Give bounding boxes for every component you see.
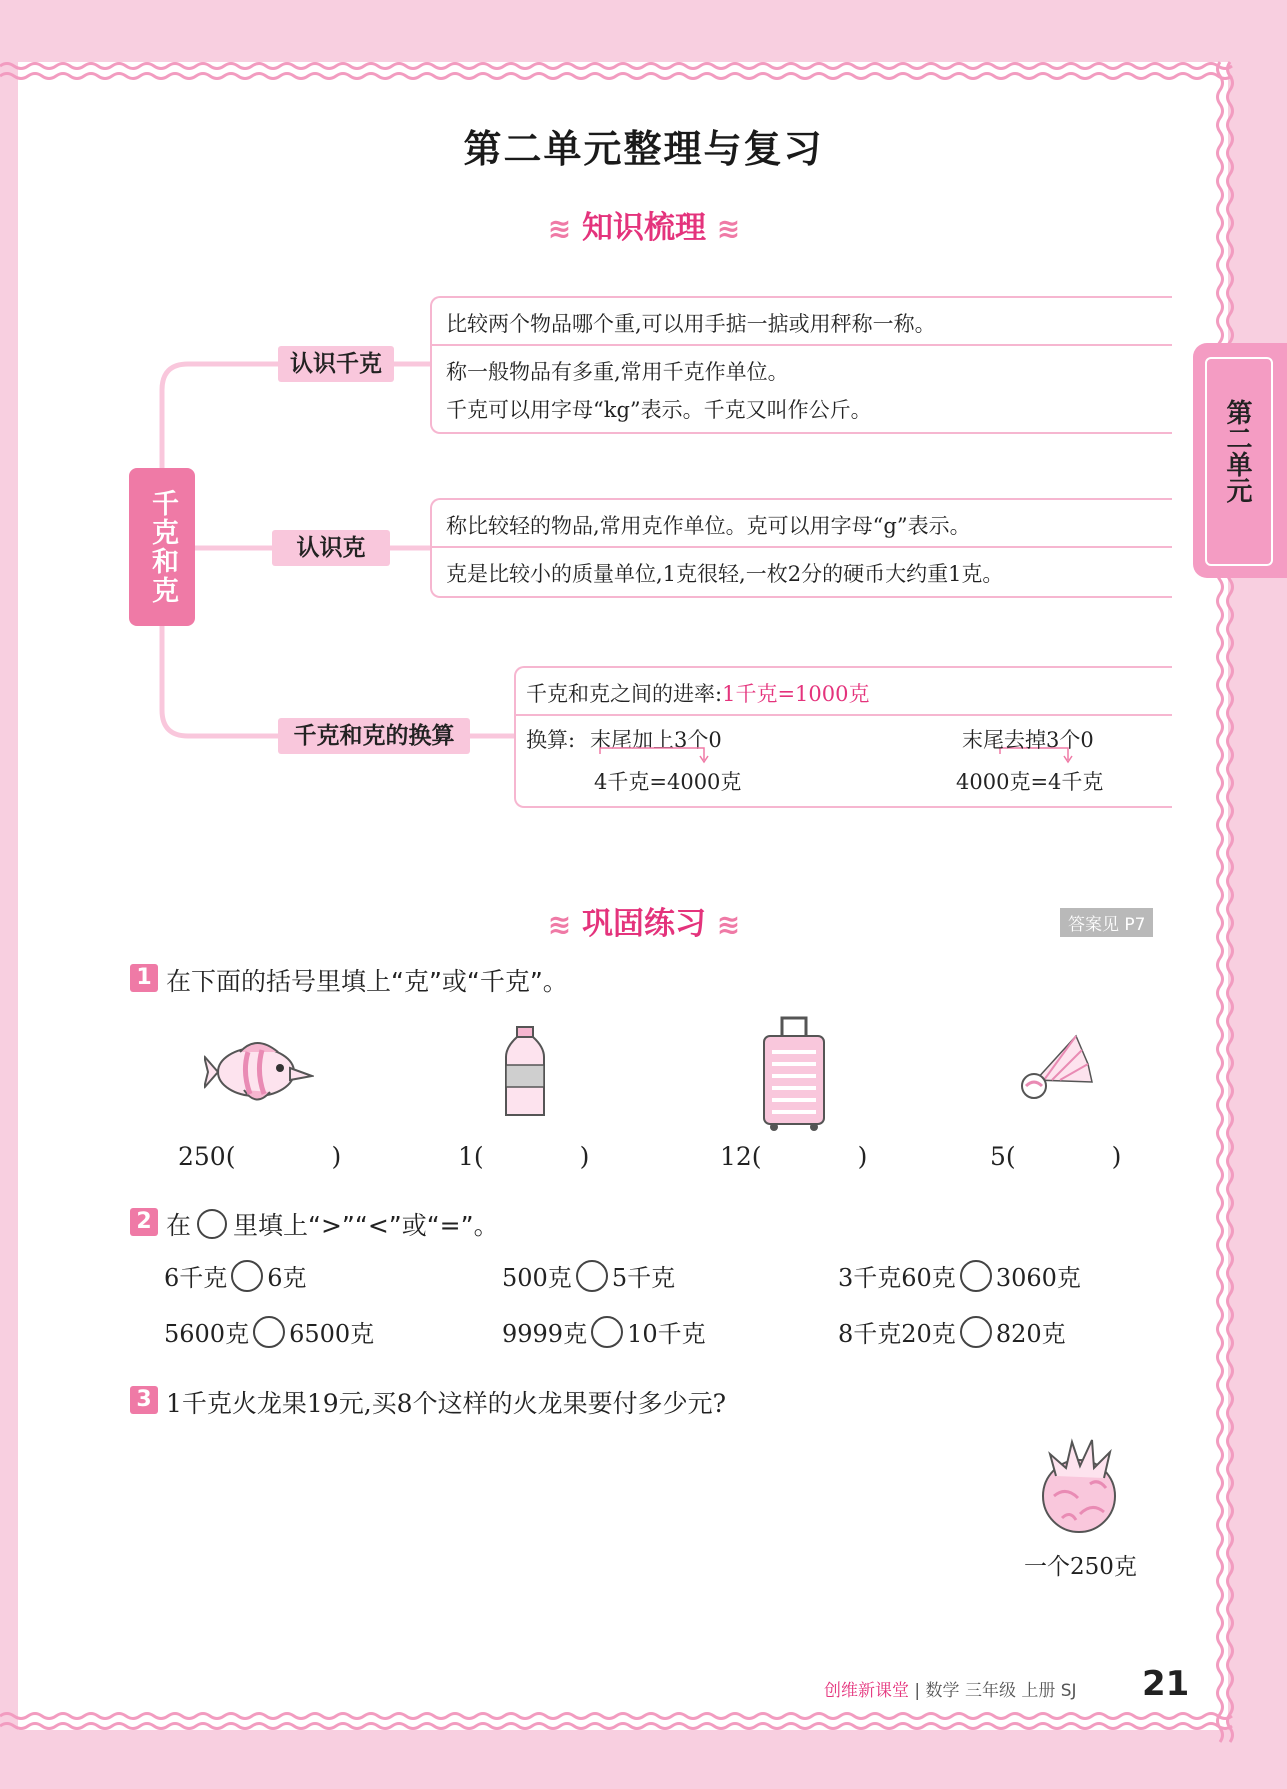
kilogram-line-3: 千克可以用字母“kg”表示。千克又叫作公斤。 — [446, 398, 872, 422]
question-1-text: 在下面的括号里填上“克”或“千克”。 — [166, 967, 568, 996]
dragon-fruit-caption: 一个250克 — [1024, 1554, 1137, 1580]
conversion-left-note: 末尾加上3个0 — [590, 728, 722, 752]
q2-compare-2 — [502, 1258, 675, 1293]
question-number: 1 — [130, 964, 158, 992]
answer-reference-tag[interactable]: 答案见 P7 — [1060, 908, 1153, 937]
close-paren: ) — [331, 1142, 342, 1171]
compare-left: 8千克20克 — [838, 1320, 956, 1348]
compare-right: 3060克 — [995, 1264, 1081, 1292]
compare-left: 3千克60克 — [838, 1264, 956, 1292]
footer-info — [824, 1676, 1077, 1701]
question-2-text — [166, 1206, 499, 1242]
question-number: 2 — [130, 1208, 158, 1236]
right-eq-a: 4000克= — [956, 770, 1049, 794]
q2-compare-4 — [164, 1314, 374, 1349]
compare-left: 9999克 — [502, 1320, 588, 1348]
suitcase-icon — [760, 1014, 828, 1132]
compare-left: 5600克 — [164, 1320, 250, 1348]
compare-answer-circle[interactable] — [591, 1316, 623, 1348]
compare-right: 5千克 — [611, 1264, 676, 1292]
q2-text-a: 在 — [166, 1211, 192, 1240]
compare-answer-circle[interactable] — [576, 1260, 608, 1292]
conversion-right-equation — [956, 766, 1103, 796]
q1-fish-answer-blank[interactable] — [328, 1142, 388, 1172]
q1-bottle-value: 1( — [458, 1142, 484, 1171]
compare-left: 6千克 — [164, 1264, 228, 1292]
left-eq-a: 4千克= — [594, 770, 667, 794]
q2-text-b: 里填上“>”“<”或“=”。 — [233, 1211, 499, 1240]
question-number: 3 — [130, 1386, 158, 1414]
mindmap-node-gram: 认识克 — [272, 530, 390, 566]
compare-right: 820克 — [995, 1320, 1066, 1348]
gram-line-1: 称比较轻的物品,常用克作单位。克可以用字母“g”表示。 — [446, 514, 971, 538]
bottle-icon — [500, 1025, 550, 1120]
page-title: 第二单元整理与复习 — [463, 127, 824, 171]
q2-compare-1 — [164, 1258, 307, 1293]
wave-decoration-icon: ≋ — [716, 908, 741, 941]
footer-separator: | — [914, 1681, 921, 1701]
q1-fish-value: 250( — [178, 1142, 236, 1171]
q1-suitcase-value: 12( — [720, 1142, 762, 1171]
compare-answer-circle[interactable] — [960, 1260, 992, 1292]
gram-knowledge-box — [430, 498, 1172, 598]
compare-right: 6克 — [267, 1264, 307, 1292]
close-paren: ) — [1111, 1142, 1122, 1171]
conversion-rate-prefix: 千克和克之间的进率: — [526, 682, 723, 706]
section-heading-practice — [444, 898, 844, 943]
q2-compare-5 — [502, 1314, 706, 1349]
section-heading-text: 巩固练习 — [582, 906, 706, 942]
mindmap-node-kilogram: 认识千克 — [278, 346, 394, 382]
q2-compare-3 — [838, 1258, 1081, 1293]
footer-brand: 创维新课堂 — [824, 1681, 909, 1701]
box-divider — [432, 546, 1172, 548]
question-3-text: 1千克火龙果19元,买8个这样的火龙果要付多少元? — [166, 1389, 726, 1418]
conversion-right-note: 末尾去掉3个0 — [962, 728, 1094, 752]
wave-decoration-icon: ≋ — [716, 212, 741, 245]
fish-icon — [204, 1032, 314, 1112]
dragon-fruit-icon — [1036, 1436, 1122, 1536]
kilogram-line-1: 比较两个物品哪个重,可以用手掂一掂或用秤称一称。 — [446, 312, 936, 336]
compare-right: 10千克 — [627, 1320, 706, 1348]
conversion-prefix: 换算: — [526, 728, 576, 752]
gram-line-2: 克是比较小的质量单位,1克很轻,一枚2分的硬币大约重1克。 — [446, 562, 1004, 586]
box-divider — [432, 344, 1172, 346]
mindmap-root: 千克和克 — [129, 468, 195, 626]
close-paren: ) — [579, 1142, 590, 1171]
q1-item-fish — [178, 1142, 341, 1171]
page-number: 21 — [1142, 1664, 1190, 1704]
kilogram-knowledge-box — [430, 296, 1172, 434]
right-eq-b: 4千克 — [1048, 770, 1104, 794]
conversion-rate-value: 1千克=1000克 — [722, 682, 870, 706]
left-eq-b: 4000克 — [666, 770, 742, 794]
shuttlecock-icon — [1016, 1034, 1096, 1114]
unit-side-tab-label: 第二单元 — [1222, 399, 1252, 503]
q1-item-suitcase — [720, 1142, 867, 1171]
q1-item-bottle — [458, 1142, 589, 1171]
compare-answer-circle[interactable] — [253, 1316, 285, 1348]
mindmap-node-conversion: 千克和克的换算 — [278, 718, 470, 754]
q1-item-shuttlecock — [990, 1142, 1121, 1171]
compare-answer-circle[interactable] — [231, 1260, 263, 1292]
compare-answer-circle[interactable] — [960, 1316, 992, 1348]
conversion-box — [514, 666, 1172, 808]
circle-icon — [197, 1209, 227, 1239]
section-heading-text: 知识梳理 — [582, 210, 706, 246]
close-paren: ) — [857, 1142, 868, 1171]
q1-shuttlecock-value: 5( — [990, 1142, 1016, 1171]
wave-decoration-icon: ≋ — [547, 908, 572, 941]
kilogram-line-2: 称一般物品有多重,常用千克作单位。 — [446, 360, 789, 384]
compare-right: 6500克 — [289, 1320, 375, 1348]
footer-book-info: 数学 三年级 上册 SJ — [925, 1681, 1077, 1701]
wave-decoration-icon: ≋ — [547, 212, 572, 245]
q2-compare-6 — [838, 1314, 1066, 1349]
compare-left: 500克 — [502, 1264, 572, 1292]
